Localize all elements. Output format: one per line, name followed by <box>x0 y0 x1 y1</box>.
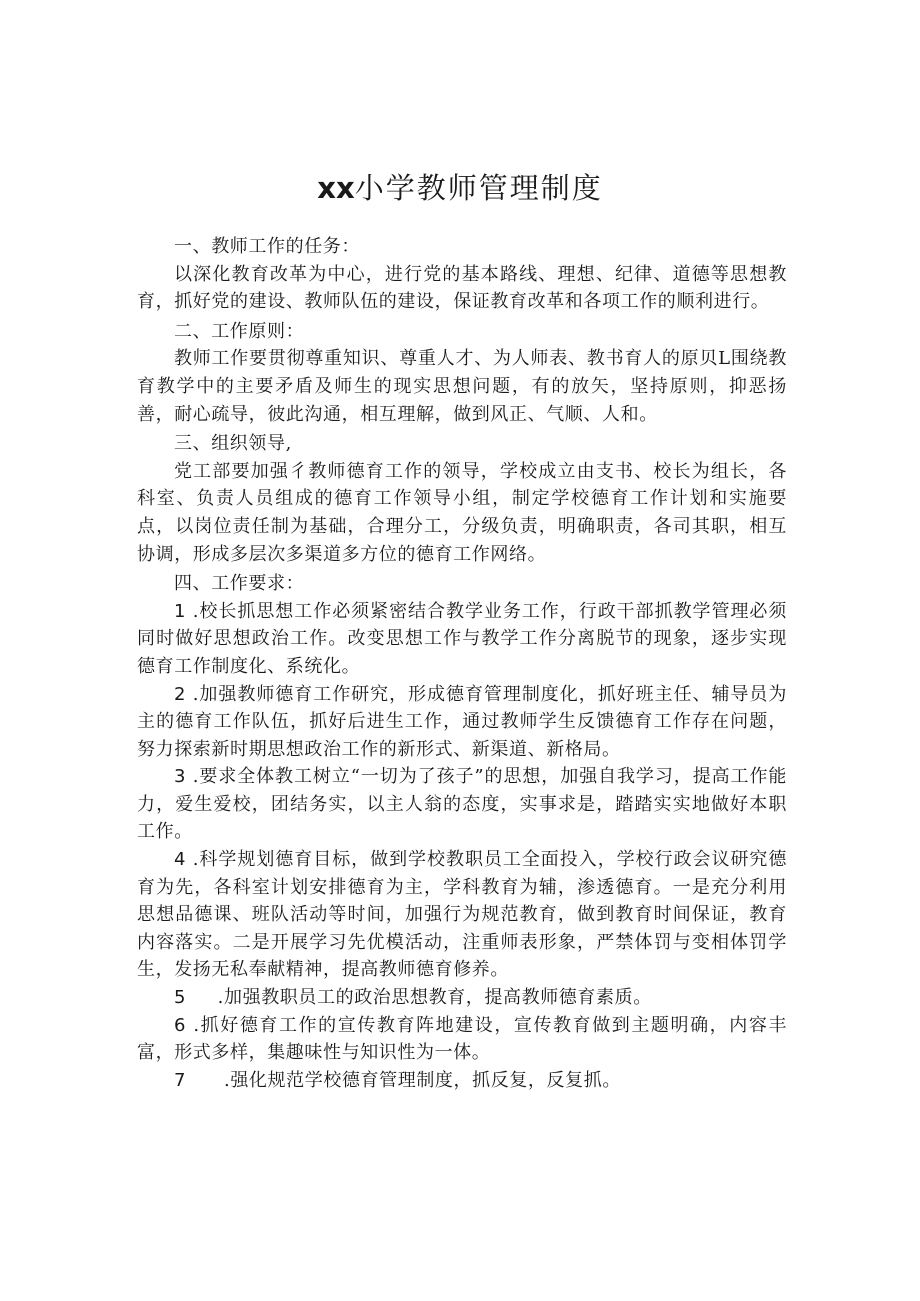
section-heading: 二、工作原则： <box>174 320 305 342</box>
requirement-item <box>137 846 787 984</box>
requirement-number: 6 <box>174 1014 187 1036</box>
requirement-item <box>137 1012 787 1067</box>
section-paragraph: 党工部要加强彳教师德育工作的领导，学校成立由支书、校长为组长，各科室、负责人员组成的德育工作领导小组，制定学校德育工作计划和实施要点，以岗位责任制为基础，合理分工，分级负责，明确职责，各司其职，相互协调，形成多层次多渠道多方位的德育工作网络。 <box>137 460 787 565</box>
requirement-item <box>137 1067 787 1095</box>
section-heading: 三、组织领导, <box>174 433 292 455</box>
requirement-number: 4 <box>174 849 187 871</box>
requirement-number: 3 <box>174 766 187 788</box>
requirement-item <box>137 763 787 846</box>
requirement-number: 2 <box>174 683 187 705</box>
section-paragraph: 以深化教育改革为中心，进行党的基本路线、理想、纪律、道德等思想教育，抓好党的建设、教师队伍的建设，保证教育改革和各项工作的顺利进行。 <box>137 263 787 313</box>
requirement-text: .强化规范学校德育管理制度，抓反复，反复抓。 <box>224 1069 621 1091</box>
requirement-text: .加强教职员工的政治思想教育，提高教师德育素质。 <box>217 987 652 1009</box>
requirement-text: .要求全体教工树立“一切为了孩子”的思想，加强自我学习，提高工作能力，爱生爱校，团结务实，以主人翁的态度，实事求是，踏踏实实地做好本职工作。 <box>137 766 787 843</box>
section-paragraph: 教师工作要贯彻尊重知识、尊重人才、为人师表、教书育人的原贝L围绕教育教学中的主要矛盾及师生的现实思想问题，有的放矢，坚持原则，抑恶扬善，耐心疏导，彼此沟通，相互理解，做到风正、气顺、人和。 <box>137 348 787 425</box>
title-main: 小学教师管理制度 <box>354 171 603 205</box>
section-heading: 四、工作要求： <box>174 573 305 595</box>
document-title <box>0 166 920 210</box>
requirement-number: 7 <box>174 1069 187 1091</box>
requirement-item <box>137 681 787 764</box>
requirement-item <box>137 598 787 681</box>
requirement-text: .科学规划德育目标，做到学校教职员工全面投入，学校行政会议研究德育为先，各科室计划安排德育为主，学科教育为辅，渗透德育。一是充分利用思想品德课、班队活动等时间，加强行为规范教育，做到教育时间保证，教育内容落实。二是开展学习先优模活动，注重师表形象，严禁体罚与变相体罚学生，发扬无私奉献精神，提高教师德育修养。 <box>137 849 787 981</box>
document-body <box>137 233 787 1094</box>
section-heading: 一、教师工作的任务： <box>174 236 360 257</box>
title-prefix: xx <box>317 171 355 205</box>
requirement-item <box>137 984 787 1012</box>
requirement-text: .加强教师德育工作研究，形成德育管理制度化，抓好班主任、辅导员为主的德育工作队伍，抓好后进生工作，通过教师学生反馈德育工作存在问题，努力探索新时期思想政治工作的新形式、新渠道、新格局。 <box>137 683 787 760</box>
requirement-number: 1 <box>174 600 187 622</box>
requirement-text: .抓好德育工作的宣传教育阵地建设，宣传教育做到主题明确，内容丰富，形式多样，集趣味性与知识性为一体。 <box>137 1014 787 1064</box>
requirement-number: 5 <box>174 987 187 1009</box>
requirement-text: .校长抓思想工作必须紧密结合教学业务工作，行政干部抓教学管理必须同时做好思想政治工作。改变思想工作与教学工作分离脱节的现象，逐步实现德育工作制度化、系统化。 <box>137 600 787 677</box>
